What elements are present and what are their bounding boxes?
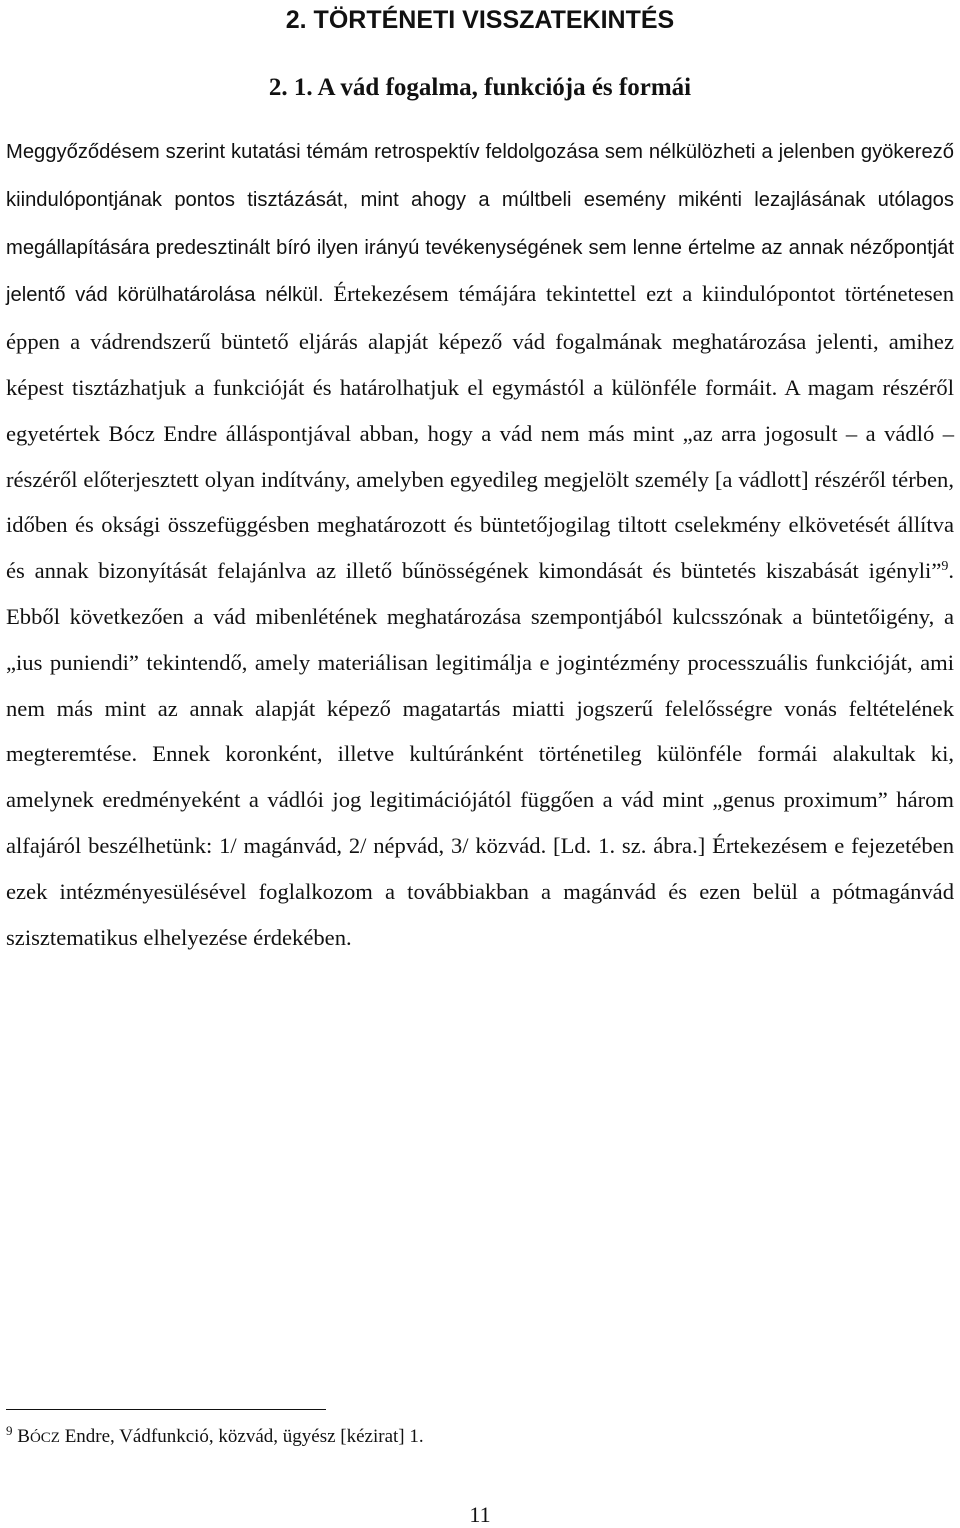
- body-paragraph: [6, 128, 954, 960]
- footnote-author-initial: B: [17, 1426, 30, 1447]
- page-number: 11: [469, 1502, 491, 1527]
- footnote-author-smallcaps: ÓCZ: [29, 1430, 60, 1446]
- chapter-title: 2. TÖRTÉNETI VISSZATEKINTÉS: [285, 6, 675, 34]
- paragraph-main-text: Értekezésem témájára tekintettel ezt a kiindulópontot történetesen éppen a vádrendszerű büntető eljárás alapját képező vád fogalmának meghatározása jelenti, amihez képest tisztázhatjuk a funkcióját és határolhatjuk el egymástól a különféle formáit. A magam részéről egyetértek Bócz Endre álláspontjával abban, hogy a vád nem más mint „az arra jogosult – a vádló – részéről előterjesztett olyan indítvány, amelyben egyedileg megjelölt személy [a vádlott] részéről térben, időben és oksági összefüggésben meghatározott és büntetőjogilag tiltott cselekmény elkövetését állítva és annak bizonyítását felajánlva az illető bűnösségének kimondását és büntetés kiszabását igényli”: [6, 281, 955, 584]
- section-title: 2. 1. A vád fogalma, funkciója és formái: [268, 74, 692, 101]
- paragraph-opening-text: Meggyőződésem szerint kutatási témám retrospektív feldolgozása sem nélkülözheti a jelenben gyökerező kiindulópontjának pontos tisztázását, mint ahogy a múltbeli esemény mikénti lezajlásának utólagos megállapítására predesztinált bíró ilyen irányú tevékenységének sem lenne értelme az annak nézőpontját jelentő vád körülhatárolása nélkül.: [6, 141, 954, 307]
- footnote-separator: [6, 1409, 326, 1410]
- footnote: [6, 1424, 946, 1451]
- footnote-reference[interactable]: 9: [941, 559, 949, 575]
- footnote-text: Endre, Vádfunkció, közvád, ügyész [kézirat] 1.: [59, 1426, 424, 1447]
- footnote-number: 9: [6, 1423, 13, 1438]
- paragraph-continuation-text: . Ebből következően a vád mibenlétének meghatározása szempontjából kulcsszónak a büntetőigény, a „ius puniendi” tekintendő, amely materiálisan legitimálja e jogintézmény processzuális funkcióját, ami nem más mint az annak alapját képező magatartás miatti jogszerű felelősségre vonás feltételének megteremtése. Ennek koronként, illetve kultúránként történetileg különféle formái alakultak ki, amelynek eredményeként a vádlói jog legitimációjától függően a vád mint „genus proximum” három alfajáról beszélhetünk: 1/ magánvád, 2/ népvád, 3/ közvád. [Ld. 1. sz. ábra.] Értekezésem e fejezetében ezek intézményesülésével foglalkozom a továbbiakban a magánvád és ezen belül a pótmagánvád szisztematikus elhelyezése érdekében.: [6, 558, 954, 950]
